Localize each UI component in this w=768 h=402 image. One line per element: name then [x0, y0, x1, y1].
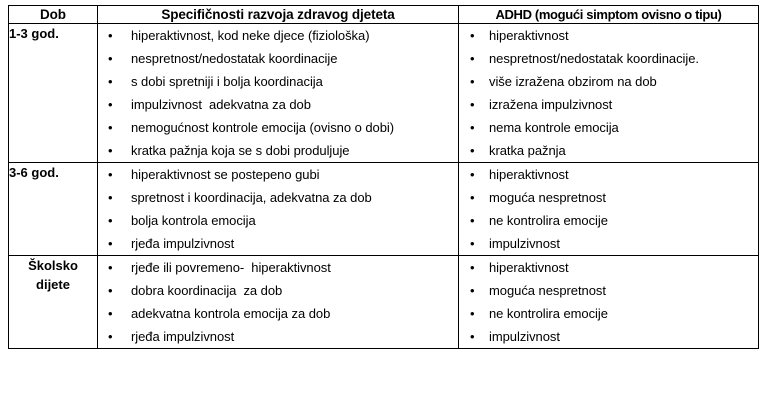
- list-item: • kratka pažnja: [459, 139, 758, 162]
- list-item: • moguća nespretnost: [459, 186, 758, 209]
- development-bullet-list: [98, 256, 458, 348]
- list-item: • nespretnost/nedostatak koordinacije.: [459, 47, 758, 70]
- age-group-cell: [9, 24, 98, 163]
- list-item: • više izražena obzirom na dob: [459, 70, 758, 93]
- table-row: [9, 163, 759, 256]
- age-group-label: 1-3 god.: [9, 26, 59, 41]
- column-header-development: Specifičnosti razvoja zdravog djeteta: [98, 6, 459, 24]
- list-item: • ne kontrolira emocije: [459, 302, 758, 325]
- adhd-cell: [459, 163, 759, 256]
- list-item: • izražena impulzivnost: [459, 93, 758, 116]
- column-header-adhd: ADHD (mogući simptom ovisno o tipu): [459, 6, 759, 24]
- list-item: • rjeđe ili povremeno- hiperaktivnost: [98, 256, 458, 279]
- adhd-bullet-list: [459, 163, 758, 255]
- list-item: • dobra koordinacija za dob: [98, 279, 458, 302]
- table-header: [9, 6, 759, 24]
- list-item: • hiperaktivnost, kod neke djece (fiziološka): [98, 24, 458, 47]
- age-group-label: 3-6 god.: [9, 165, 59, 180]
- development-bullet-list: [98, 163, 458, 255]
- adhd-bullet-list: [459, 256, 758, 348]
- age-group-cell: [9, 163, 98, 256]
- list-item: • ne kontrolira emocije: [459, 209, 758, 232]
- development-bullet-list: [98, 24, 458, 162]
- list-item: • rjeđa impulzivnost: [98, 325, 458, 348]
- list-item: • impulzivnost: [459, 232, 758, 255]
- adhd-bullet-list: [459, 24, 758, 162]
- list-item: • hiperaktivnost: [459, 24, 758, 47]
- age-group-label: Školsko: [28, 258, 78, 273]
- list-item: • kratka pažnja koja se s dobi produljuje: [98, 139, 458, 162]
- table-row: [9, 256, 759, 349]
- age-group-label-second-line: dijete: [36, 277, 70, 292]
- table-container: [8, 5, 758, 349]
- list-item: • impulzivnost adekvatna za dob: [98, 93, 458, 116]
- table-header-row: [9, 6, 759, 24]
- list-item: • nemogućnost kontrole emocija (ovisno o dobi): [98, 116, 458, 139]
- development-cell: [98, 163, 459, 256]
- list-item: • s dobi spretniji i bolja koordinacija: [98, 70, 458, 93]
- list-item: • adekvatna kontrola emocija za dob: [98, 302, 458, 325]
- column-header-age: Dob: [9, 6, 98, 24]
- list-item: • impulzivnost: [459, 325, 758, 348]
- list-item: • hiperaktivnost se postepeno gubi: [98, 163, 458, 186]
- list-item: • nespretnost/nedostatak koordinacije: [98, 47, 458, 70]
- list-item: • bolja kontrola emocija: [98, 209, 458, 232]
- adhd-cell: [459, 24, 759, 163]
- list-item: • hiperaktivnost: [459, 256, 758, 279]
- list-item: • hiperaktivnost: [459, 163, 758, 186]
- list-item: • moguća nespretnost: [459, 279, 758, 302]
- development-adhd-table: [8, 5, 759, 349]
- age-group-cell: [9, 256, 98, 349]
- adhd-cell: [459, 256, 759, 349]
- table-row: [9, 24, 759, 163]
- development-cell: [98, 24, 459, 163]
- list-item: • nema kontrole emocija: [459, 116, 758, 139]
- table-body: [9, 24, 759, 349]
- list-item: • spretnost i koordinacija, adekvatna za dob: [98, 186, 458, 209]
- development-cell: [98, 256, 459, 349]
- list-item: • rjeđa impulzivnost: [98, 232, 458, 255]
